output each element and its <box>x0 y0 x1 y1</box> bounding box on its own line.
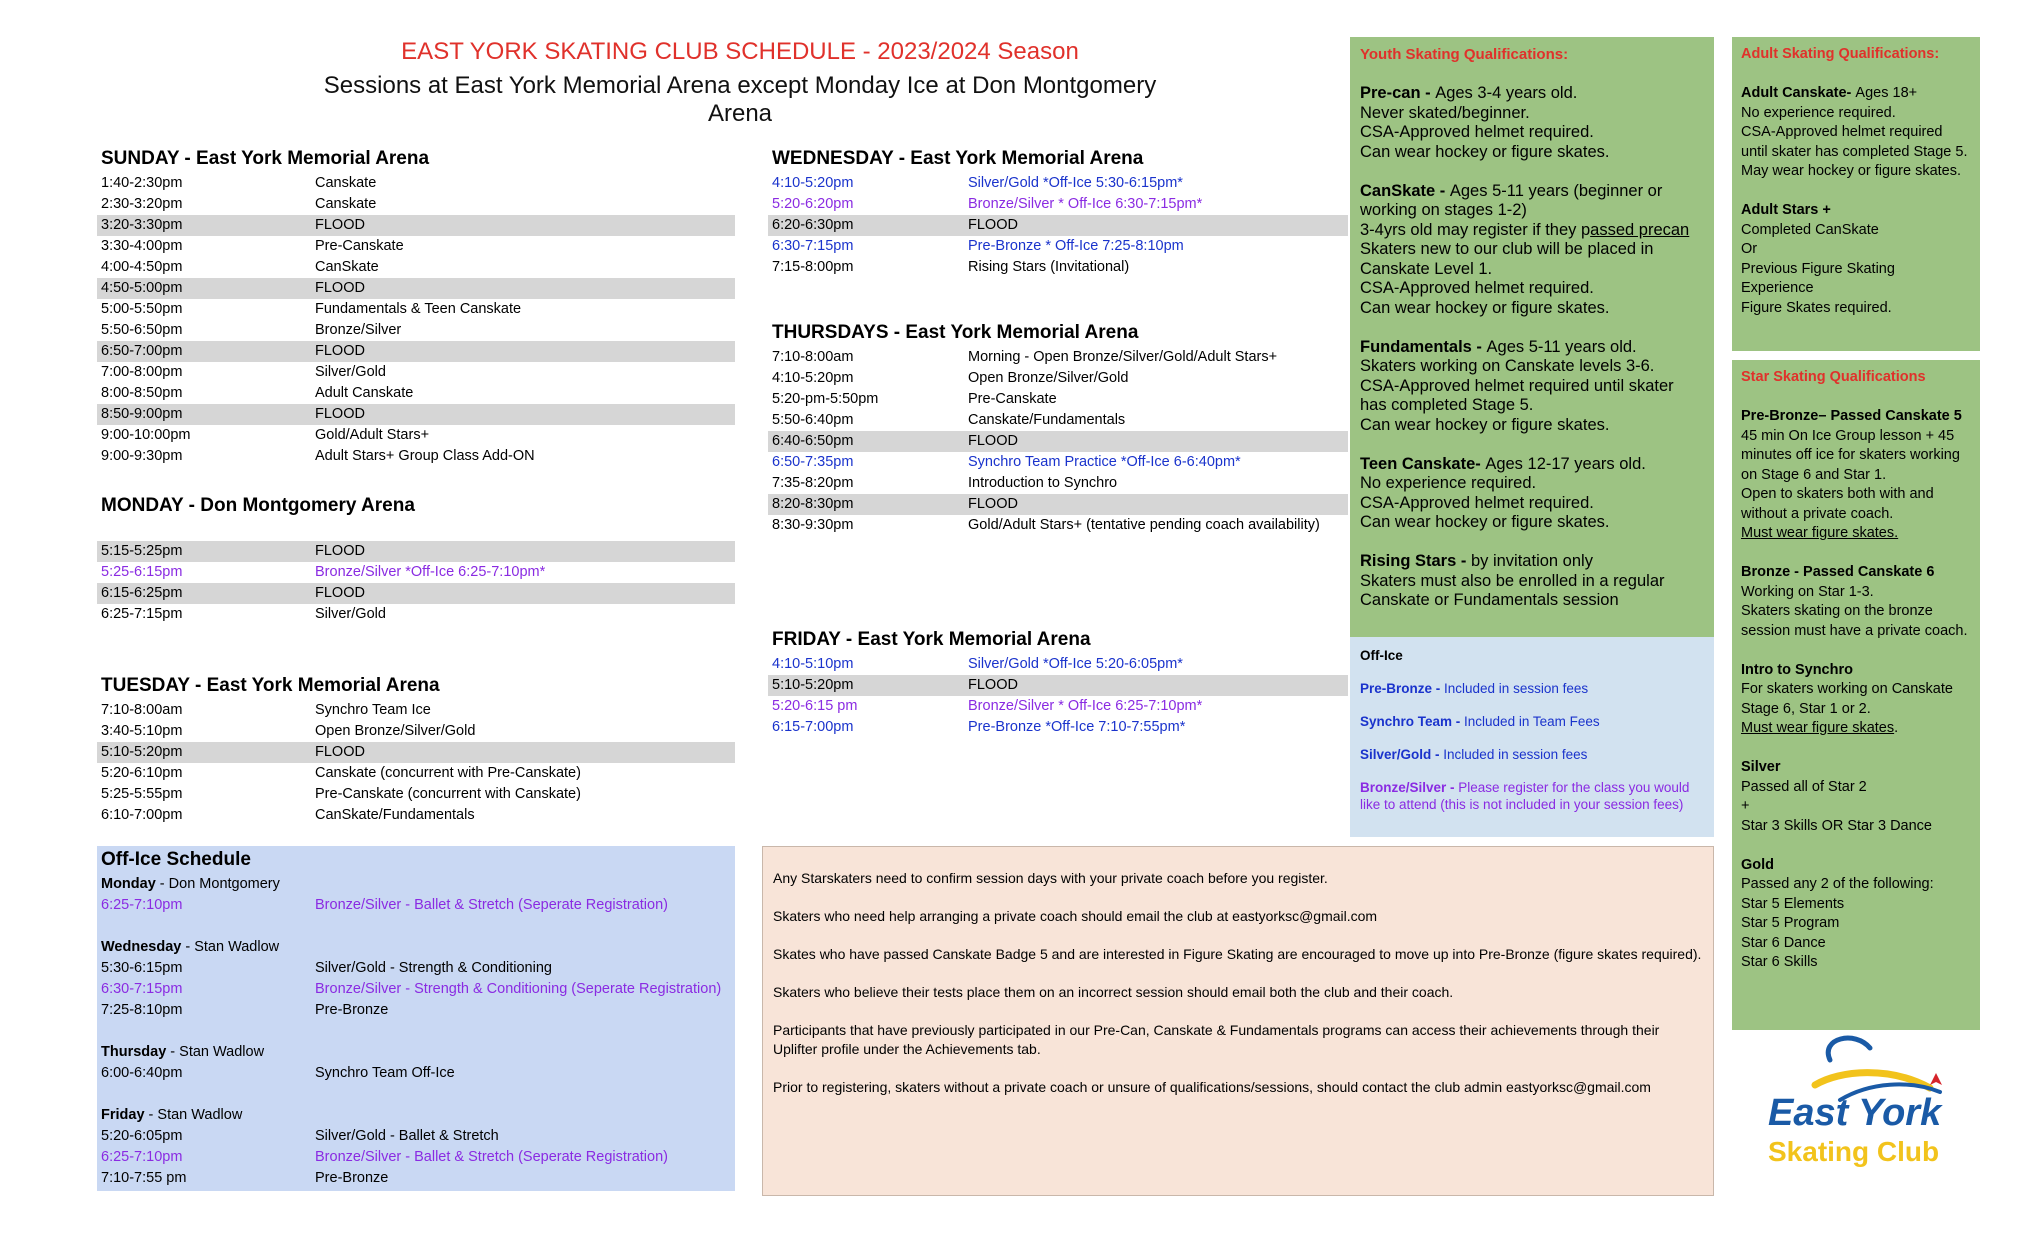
schedule-row <box>97 958 735 979</box>
office-heading: Off-Ice Schedule <box>101 849 251 870</box>
adult-qualifications <box>1732 37 1980 351</box>
session-time: 4:10-5:10pm <box>772 656 854 672</box>
session-time: 4:00-4:50pm <box>101 259 183 275</box>
session-description: Bronze/Silver * Off-Ice 6:25-7:10pm* <box>968 698 1203 714</box>
session-time: 3:40-5:10pm <box>101 723 183 739</box>
session-time: 5:20-6:20pm <box>772 196 854 212</box>
fee-item-synchro: Synchro Team - Included in Team Fees <box>1360 714 1600 729</box>
session-time: 6:40-6:50pm <box>772 433 854 449</box>
schedule-row <box>97 1147 735 1168</box>
adult-canskate-block: Adult Canskate- Ages 18+ No experience required. CSA-Approved helmet required until skater has completed Stage 5. May wear hockey or figure skates. <box>1741 85 1968 179</box>
session-description: FLOOD <box>315 744 365 760</box>
thursday-rows <box>768 347 1348 536</box>
schedule-row <box>97 1000 735 1021</box>
sunday-rows <box>97 173 735 467</box>
monday-heading: MONDAY - Don Montgomery Arena <box>101 495 415 516</box>
session-description: Synchro Team Off-Ice <box>315 1065 455 1081</box>
schedule-row <box>97 721 735 742</box>
session-time: 7:10-8:00am <box>101 702 183 718</box>
schedule-row <box>97 1126 735 1147</box>
fee-item-silvergold: Silver/Gold - Included in session fees <box>1360 747 1588 762</box>
friday-heading: FRIDAY - East York Memorial Arena <box>772 629 1091 650</box>
gold-block: Gold Passed any 2 of the following: Star 5 Elements Star 5 Program Star 6 Dance Star 6 Skills <box>1741 856 1934 970</box>
schedule-row <box>97 341 735 362</box>
schedule-row <box>97 700 735 721</box>
wednesday-rows <box>768 173 1348 278</box>
schedule-row <box>97 1063 735 1084</box>
tuesday-heading: TUESDAY - East York Memorial Arena <box>101 675 440 696</box>
session-time: 8:30-9:30pm <box>772 517 854 533</box>
schedule-row <box>768 431 1348 452</box>
note: Skaters who believe their tests place them on an incorrect session should email both the club and their coach. <box>773 984 1454 1000</box>
session-time: 3:20-3:30pm <box>101 217 183 233</box>
session-description: FLOOD <box>315 217 365 233</box>
session-description: FLOOD <box>315 585 365 601</box>
session-description: Canskate <box>315 196 377 212</box>
note: Prior to registering, skaters without a private coach or unsure of qualifications/sessions, should contact the club admin eastyorksc@gmail.com <box>773 1079 1651 1095</box>
sunday-schedule <box>97 145 735 467</box>
session-description: Bronze/Silver *Off-Ice 6:25-7:10pm* <box>315 564 546 580</box>
monday-rows <box>97 541 735 625</box>
synchro-block: Intro to Synchro For skaters working on Canskate Stage 6, Star 1 or 2. Must wear figure skates. <box>1741 661 1953 736</box>
club-logo <box>1760 1030 1970 1190</box>
schedule-row <box>768 194 1348 215</box>
session-time: 5:15-5:25pm <box>101 543 183 559</box>
session-description: Canskate/Fundamentals <box>968 412 1126 428</box>
session-description: Gold/Adult Stars+ <box>315 427 430 443</box>
session-time: 7:35-8:20pm <box>772 475 854 491</box>
session-time: 6:20-6:30pm <box>772 217 854 233</box>
wednesday-heading: WEDNESDAY - East York Memorial Arena <box>772 148 1144 169</box>
adult-title: Adult Skating Qualifications: <box>1741 46 1940 62</box>
logo-line1: East York <box>1768 1092 1942 1134</box>
session-time: 7:00-8:00pm <box>101 364 183 380</box>
schedule-row <box>97 1168 735 1189</box>
session-description: CanSkate/Fundamentals <box>315 807 475 823</box>
star-title: Star Skating Qualifications <box>1741 369 1926 385</box>
session-description: Open Bronze/Silver/Gold <box>968 370 1129 386</box>
session-description: Silver/Gold - Ballet & Stretch <box>315 1128 499 1144</box>
schedule-row <box>97 583 735 604</box>
session-description: Rising Stars (Invitational) <box>968 259 1130 275</box>
schedule-row <box>768 410 1348 431</box>
page-subtitle: Sessions at East York Memorial Arena except Monday Ice at Don Montgomery Arena <box>323 72 1157 127</box>
office-friday-rows <box>97 1126 735 1189</box>
youth-qualifications <box>1350 37 1714 637</box>
note: Skaters who need help arranging a private coach should email the club at eastyorksc@gmail.com <box>773 908 1378 924</box>
office-monday-rows <box>97 895 735 916</box>
session-time: 5:10-5:20pm <box>772 677 854 693</box>
schedule-row <box>97 425 735 446</box>
schedule-row <box>97 404 735 425</box>
teen-canskate-block: Teen Canskate- Ages 12-17 years old. No experience required. CSA-Approved helmet required. Can wear hockey or figure skates. <box>1360 454 1646 531</box>
schedule-row <box>97 562 735 583</box>
schedule-row <box>768 368 1348 389</box>
precan-block: Pre-can - Ages 3-4 years old. Never skated/beginner. CSA-Approved helmet required. Can wear hockey or figure skates. <box>1360 84 1610 161</box>
session-description: FLOOD <box>315 280 365 296</box>
session-description: Pre-Canskate <box>968 391 1057 407</box>
session-time: 5:30-6:15pm <box>101 960 183 976</box>
office-fees-panel <box>1350 637 1714 837</box>
schedule-row <box>97 362 735 383</box>
session-description: FLOOD <box>968 217 1018 233</box>
office-thursday-label: Thursday - Stan Wadlow <box>101 1044 265 1060</box>
session-time: 6:10-7:00pm <box>101 807 183 823</box>
silver-block: Silver Passed all of Star 2 + Star 3 Skills OR Star 3 Dance <box>1741 759 1932 834</box>
schedule-row <box>768 347 1348 368</box>
session-time: 6:15-6:25pm <box>101 585 183 601</box>
thursday-heading: THURSDAYS - East York Memorial Arena <box>772 322 1139 343</box>
sunday-heading: SUNDAY - East York Memorial Arena <box>101 148 430 169</box>
schedule-row <box>768 717 1348 738</box>
session-time: 6:50-7:35pm <box>772 454 854 470</box>
note: Participants that have previously participated in our Pre-Can, Canskate & Fundamentals programs can access their achievements through their Uplifter profile under the Achievements tab. <box>773 1022 1660 1057</box>
tuesday-rows <box>97 700 735 826</box>
schedule-row <box>97 173 735 194</box>
session-description: Canskate (concurrent with Pre-Canskate) <box>315 765 581 781</box>
session-description: Silver/Gold - Strength & Conditioning <box>315 960 552 976</box>
session-description: Silver/Gold *Off-Ice 5:30-6:15pm* <box>968 175 1183 191</box>
schedule-row <box>97 604 735 625</box>
session-time: 6:00-6:40pm <box>101 1065 183 1081</box>
session-description: Pre-Canskate <box>315 238 404 254</box>
office-schedule <box>97 846 735 1191</box>
office-monday-label: Monday - Don Montgomery <box>101 876 280 892</box>
session-description: Adult Canskate <box>315 385 414 401</box>
fee-item-prebronze: Pre-Bronze - Included in session fees <box>1360 681 1589 696</box>
session-time: 7:10-7:55 pm <box>101 1170 187 1186</box>
friday-schedule <box>768 626 1348 738</box>
schedule-row <box>97 236 735 257</box>
schedule-row <box>97 763 735 784</box>
session-description: Open Bronze/Silver/Gold <box>315 723 476 739</box>
session-time: 6:30-7:15pm <box>772 238 854 254</box>
session-description: Pre-Bronze *Off-Ice 7:10-7:55pm* <box>968 719 1186 735</box>
session-time: 8:20-8:30pm <box>772 496 854 512</box>
session-description: CanSkate <box>315 259 379 275</box>
schedule-row <box>97 446 735 467</box>
notes-panel <box>762 846 1714 1196</box>
session-time: 5:50-6:40pm <box>772 412 854 428</box>
session-description: Synchro Team Ice <box>315 702 431 718</box>
note: Skates who have passed Canskate Badge 5 and are interested in Figure Skating are encouraged to move up into Pre-Bronze (figure skates required). <box>773 946 1702 962</box>
rising-stars-block: Rising Stars - by invitation only Skaters must also be enrolled in a regular Canskate or Fundamentals session <box>1360 552 1665 609</box>
session-time: 9:00-10:00pm <box>101 427 191 443</box>
canskate-block: CanSkate - Ages 5-11 years (beginner or working on stages 1-2) 3-4yrs old may register if they passed precan Skaters new to our club will be placed in Canskate Level 1. CSA-Approved helmet required. Can wear hockey or figure skates. <box>1360 181 1690 317</box>
session-description: FLOOD <box>968 496 1018 512</box>
session-description: Silver/Gold <box>315 364 386 380</box>
schedule-row <box>768 215 1348 236</box>
fee-item-bronzesilver: Bronze/Silver - Please register for the class you would like to attend (this is not included in your session fees) <box>1360 780 1690 812</box>
schedule-row <box>768 696 1348 717</box>
schedule-row <box>768 473 1348 494</box>
session-description: FLOOD <box>968 677 1018 693</box>
office-thursday-rows <box>97 1063 735 1084</box>
schedule-row <box>97 194 735 215</box>
session-description: Morning - Open Bronze/Silver/Gold/Adult Stars+ <box>968 349 1278 365</box>
schedule-row <box>768 654 1348 675</box>
office-wednesday-rows <box>97 958 735 1021</box>
thursday-schedule <box>768 319 1348 536</box>
session-time: 5:25-6:15pm <box>101 564 183 580</box>
session-description: Fundamentals & Teen Canskate <box>315 301 522 317</box>
session-description: Bronze/Silver <box>315 322 402 338</box>
session-description: Synchro Team Practice *Off-Ice 6-6:40pm* <box>968 454 1241 470</box>
session-time: 5:25-5:55pm <box>101 786 183 802</box>
session-time: 5:10-5:20pm <box>101 744 183 760</box>
office-wednesday-label: Wednesday - Stan Wadlow <box>101 939 280 955</box>
session-time: 5:20-6:10pm <box>101 765 183 781</box>
monday-schedule <box>97 492 735 625</box>
schedule-row <box>768 173 1348 194</box>
schedule-row <box>97 320 735 341</box>
maple-leaf-icon <box>1930 1073 1942 1085</box>
session-time: 4:50-5:00pm <box>101 280 183 296</box>
prebronze-block: Pre-Bronze– Passed Canskate 5 45 min On Ice Group lesson + 45 minutes off ice for skaters working on Stage 6 and Star 1. Open to skaters both with and without a private coach. Must wear figure skates. <box>1741 408 1962 541</box>
session-description: Pre-Bronze * Off-Ice 7:25-8:10pm <box>968 238 1184 254</box>
schedule-row <box>768 257 1348 278</box>
schedule-row <box>97 299 735 320</box>
session-time: 9:00-9:30pm <box>101 448 183 464</box>
schedule-row <box>97 257 735 278</box>
logo-line2: Skating Club <box>1768 1136 1940 1167</box>
star-qualifications <box>1732 360 1980 1030</box>
session-description: FLOOD <box>315 543 365 559</box>
session-description: FLOOD <box>315 406 365 422</box>
session-description: Introduction to Synchro <box>968 475 1118 491</box>
schedule-row <box>768 389 1348 410</box>
adult-stars-block: Adult Stars + Completed CanSkate Or Previous Figure Skating Experience Figure Skates required. <box>1741 202 1895 316</box>
friday-rows <box>768 654 1348 738</box>
schedule-row <box>768 675 1348 696</box>
session-time: 5:20-pm-5:50pm <box>772 391 879 407</box>
session-description: Canskate <box>315 175 377 191</box>
session-description: Silver/Gold <box>315 606 386 622</box>
schedule-row <box>768 452 1348 473</box>
session-time: 6:25-7:10pm <box>101 897 183 913</box>
schedule-row <box>97 895 735 916</box>
bronze-block: Bronze - Passed Canskate 6 Working on Star 1-3. Skaters skating on the bronze session must have a private coach. <box>1741 564 1968 639</box>
session-description: Bronze/Silver * Off-Ice 6:30-7:15pm* <box>968 196 1203 212</box>
schedule-row <box>97 215 735 236</box>
session-time: 4:10-5:20pm <box>772 370 854 386</box>
fundamentals-block: Fundamentals - Ages 5-11 years old. Skaters working on Canskate levels 3-6. CSA-Approved helmet required until skater has completed Stage 5. Can wear hockey or figure skates. <box>1360 337 1674 434</box>
session-description: FLOOD <box>968 433 1018 449</box>
session-description: Silver/Gold *Off-Ice 5:20-6:05pm* <box>968 656 1183 672</box>
schedule-row <box>768 515 1348 536</box>
schedule-row <box>97 742 735 763</box>
schedule-row <box>97 541 735 562</box>
schedule-row <box>97 278 735 299</box>
note: Any Starskaters need to confirm session days with your private coach before you register. <box>773 870 1328 886</box>
session-description: Bronze/Silver - Ballet & Stretch (Seperate Registration) <box>315 897 668 913</box>
session-time: 7:10-8:00am <box>772 349 854 365</box>
session-time: 6:15-7:00pm <box>772 719 854 735</box>
session-time: 5:50-6:50pm <box>101 322 183 338</box>
session-description: Adult Stars+ Group Class Add-ON <box>315 448 535 464</box>
session-time: 6:30-7:15pm <box>101 981 183 997</box>
page-title: EAST YORK SKATING CLUB SCHEDULE - 2023/2024 Season <box>401 38 1079 65</box>
session-time: 2:30-3:20pm <box>101 196 183 212</box>
schedule-row <box>97 805 735 826</box>
session-time: 8:00-8:50pm <box>101 385 183 401</box>
session-time: 8:50-9:00pm <box>101 406 183 422</box>
session-time: 6:50-7:00pm <box>101 343 183 359</box>
tuesday-schedule <box>97 672 735 826</box>
session-time: 1:40-2:30pm <box>101 175 183 191</box>
schedule-row <box>97 784 735 805</box>
youth-title: Youth Skating Qualifications: <box>1360 46 1569 63</box>
session-description: Pre-Bronze <box>315 1002 389 1018</box>
session-description: Gold/Adult Stars+ (tentative pending coach availability) <box>968 517 1320 533</box>
session-description: Pre-Bronze <box>315 1170 389 1186</box>
office-friday-label: Friday - Stan Wadlow <box>101 1107 243 1123</box>
session-time: 7:15-8:00pm <box>772 259 854 275</box>
session-time: 6:25-7:15pm <box>101 606 183 622</box>
schedule-row <box>768 236 1348 257</box>
session-description: Pre-Canskate (concurrent with Canskate) <box>315 786 581 802</box>
session-time: 6:25-7:10pm <box>101 1149 183 1165</box>
schedule-row <box>768 494 1348 515</box>
session-time: 4:10-5:20pm <box>772 175 854 191</box>
session-time: 5:20-6:05pm <box>101 1128 183 1144</box>
office-fees-title: Off-Ice <box>1360 648 1403 663</box>
schedule-row <box>97 383 735 404</box>
session-description: FLOOD <box>315 343 365 359</box>
session-time: 5:20-6:15 pm <box>772 698 858 714</box>
session-description: Bronze/Silver - Strength & Conditioning (Seperate Registration) <box>315 981 722 997</box>
schedule-row <box>97 979 735 1000</box>
session-time: 3:30-4:00pm <box>101 238 183 254</box>
session-time: 5:00-5:50pm <box>101 301 183 317</box>
wednesday-schedule <box>768 145 1348 278</box>
session-time: 7:25-8:10pm <box>101 1002 183 1018</box>
session-description: Bronze/Silver - Ballet & Stretch (Seperate Registration) <box>315 1149 668 1165</box>
